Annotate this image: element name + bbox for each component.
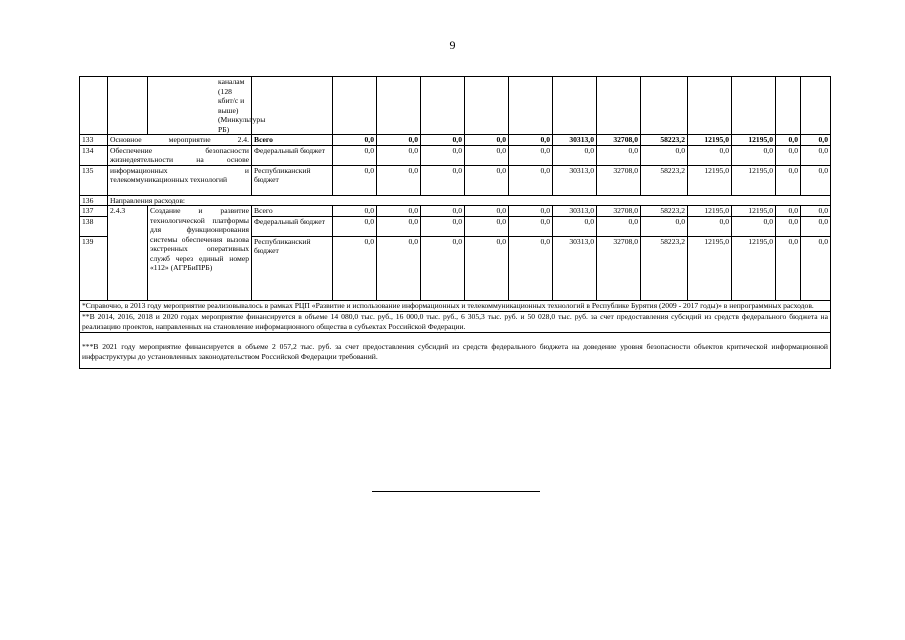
value-cell: 0,0 [597,145,641,165]
value-cell: 30313,0 [553,165,597,195]
value-cell: 0,0 [509,165,553,195]
value-cell: 0,0 [688,216,732,236]
row-number-cell: 135 [80,165,108,195]
value-cell: 12195,0 [732,206,776,217]
value-cell [801,77,831,135]
name-cell: каналам (128 кбит/с и выше) (Минкультуры РБ) [148,77,252,135]
source-cell: Республиканский бюджет [252,236,333,300]
code-cell: 2.4.3 [108,206,148,301]
value-cell [597,77,641,135]
value-cell: 0,0 [801,145,831,165]
source-cell: Федеральный бюджет [252,145,333,165]
footnote-1: *Справочно, в 2013 году мероприятие реализовывалось в рамках РЦП «Развитие и использование информационных и телекоммуникационных технологий в Республике Бурятия (2009 - 2017 годы)» в непрограммных расходов. [80,300,831,311]
value-cell: 58223,2 [641,135,688,146]
value-cell: 0,0 [377,206,421,217]
source-cell: Всего [252,206,333,217]
footnote-3: ***В 2021 году мероприятие финансируется в объеме 2 057,2 тыс. руб. за счет предоставления субсидий из средств федерального бюджета на доведение уровня безопасности объектов критической информационной инфраструктуры до установленных законодательством Российской Федерации требований. [80,332,831,368]
value-cell: 12195,0 [732,236,776,300]
value-cell: 0,0 [465,206,509,217]
value-cell: 0,0 [776,165,801,195]
table-row [80,195,831,206]
value-cell: 0,0 [333,135,377,146]
section-heading: Направления расходов: [108,195,831,206]
value-cell: 0,0 [377,135,421,146]
value-cell: 0,0 [801,135,831,146]
name-cell [108,165,252,195]
value-cell: 0,0 [465,165,509,195]
value-cell: 0,0 [377,216,421,236]
value-cell: 30313,0 [553,206,597,217]
value-cell: 0,0 [421,206,465,217]
value-cell: 0,0 [421,135,465,146]
value-cell: 0,0 [553,145,597,165]
budget-table [79,76,831,369]
value-cell: 0,0 [688,145,732,165]
footnote-2: **В 2014, 2016, 2018 и 2020 годах мероприятие финансируется в объеме 14 080,0 тыс. руб., 16 000,0 тыс. руб., 6 305,3 тыс. руб. и 50 028,0 тыс. руб. за счет предоставления субсидий из средств федерального бюджета на реализацию проектов, направленных на становление информационного общества в субъектах Российской Федерации. [80,311,831,332]
footnote-row [80,300,831,311]
value-cell [641,77,688,135]
value-cell: 12195,0 [688,206,732,217]
value-cell: 0,0 [801,216,831,236]
value-cell: 0,0 [732,216,776,236]
value-cell: 0,0 [776,236,801,300]
value-cell: 12195,0 [732,135,776,146]
name-line: телекоммуникационных технологий [110,175,228,184]
value-cell: 0,0 [465,216,509,236]
source-cell: Федеральный бюджет [252,216,333,236]
value-cell: 32708,0 [597,236,641,300]
value-cell [509,77,553,135]
value-cell: 0,0 [465,145,509,165]
value-cell [421,77,465,135]
name-cell: Основное мероприятие 2.4. [108,135,252,146]
value-cell: 12195,0 [688,135,732,146]
value-cell: 0,0 [465,236,509,300]
value-cell: 0,0 [776,206,801,217]
value-cell: 0,0 [641,145,688,165]
value-cell [688,77,732,135]
row-number-cell [80,77,108,135]
value-cell: 32708,0 [597,206,641,217]
value-cell: 12195,0 [688,165,732,195]
value-cell [776,77,801,135]
value-cell: 0,0 [333,216,377,236]
value-cell: 58223,2 [641,206,688,217]
value-cell: 0,0 [333,206,377,217]
value-cell: 0,0 [333,145,377,165]
value-cell: 0,0 [801,206,831,217]
source-cell: Республиканский бюджет [252,165,333,195]
value-cell: 0,0 [509,216,553,236]
value-cell: 0,0 [776,145,801,165]
name-cell: Обеспечение безопасности жизнедеятельности на основе [108,145,252,165]
value-cell: 0,0 [509,206,553,217]
value-cell: 0,0 [801,236,831,300]
value-cell: 32708,0 [597,165,641,195]
value-cell: 0,0 [465,135,509,146]
value-cell: 0,0 [333,236,377,300]
value-cell: 0,0 [421,145,465,165]
page-number: 9 [449,38,456,52]
row-number-cell: 137 [80,206,108,217]
value-cell: 12195,0 [732,165,776,195]
value-cell: 0,0 [732,145,776,165]
value-cell: 0,0 [553,216,597,236]
value-cell: 0,0 [377,165,421,195]
value-cell: 0,0 [776,135,801,146]
value-cell: 58223,2 [641,236,688,300]
table-row [80,165,831,195]
value-cell: 0,0 [377,145,421,165]
value-cell: 0,0 [597,216,641,236]
table-row [80,135,831,146]
value-cell: 58223,2 [641,165,688,195]
footnote-row [80,311,831,332]
value-cell: 0,0 [509,145,553,165]
row-number-cell: 136 [80,195,108,206]
value-cell: 0,0 [421,236,465,300]
value-cell: 0,0 [421,165,465,195]
value-cell: 0,0 [509,135,553,146]
value-cell [553,77,597,135]
value-cell: 12195,0 [688,236,732,300]
footnote-row [80,332,831,368]
value-cell: 0,0 [776,216,801,236]
value-cell [377,77,421,135]
value-cell: 30313,0 [553,135,597,146]
footnote-separator [372,491,540,492]
row-number-cell: 138 [80,216,108,236]
value-cell: 0,0 [421,216,465,236]
name-cell: Создание и развитие технологической платформы для функционирования системы обеспечения вызова экстренных оперативных служб через единый номер «112» (АГРБиПРБ) [148,206,252,301]
row-number-cell: 134 [80,145,108,165]
value-cell: 0,0 [509,236,553,300]
value-cell: 32708,0 [597,135,641,146]
value-cell: 30313,0 [553,236,597,300]
source-cell: Всего [252,135,333,146]
table-row [80,145,831,165]
source-cell [252,77,333,135]
value-cell: 0,0 [333,165,377,195]
value-cell: 0,0 [801,165,831,195]
value-cell [465,77,509,135]
value-cell: 0,0 [377,236,421,300]
value-cell [732,77,776,135]
value-cell [333,77,377,135]
name-line: информационных и [110,165,249,175]
code-cell [108,77,148,135]
value-cell: 0,0 [641,216,688,236]
table-row [80,206,831,217]
row-number-cell: 133 [80,135,108,146]
table-row [80,77,831,135]
row-number-cell: 139 [80,236,108,300]
